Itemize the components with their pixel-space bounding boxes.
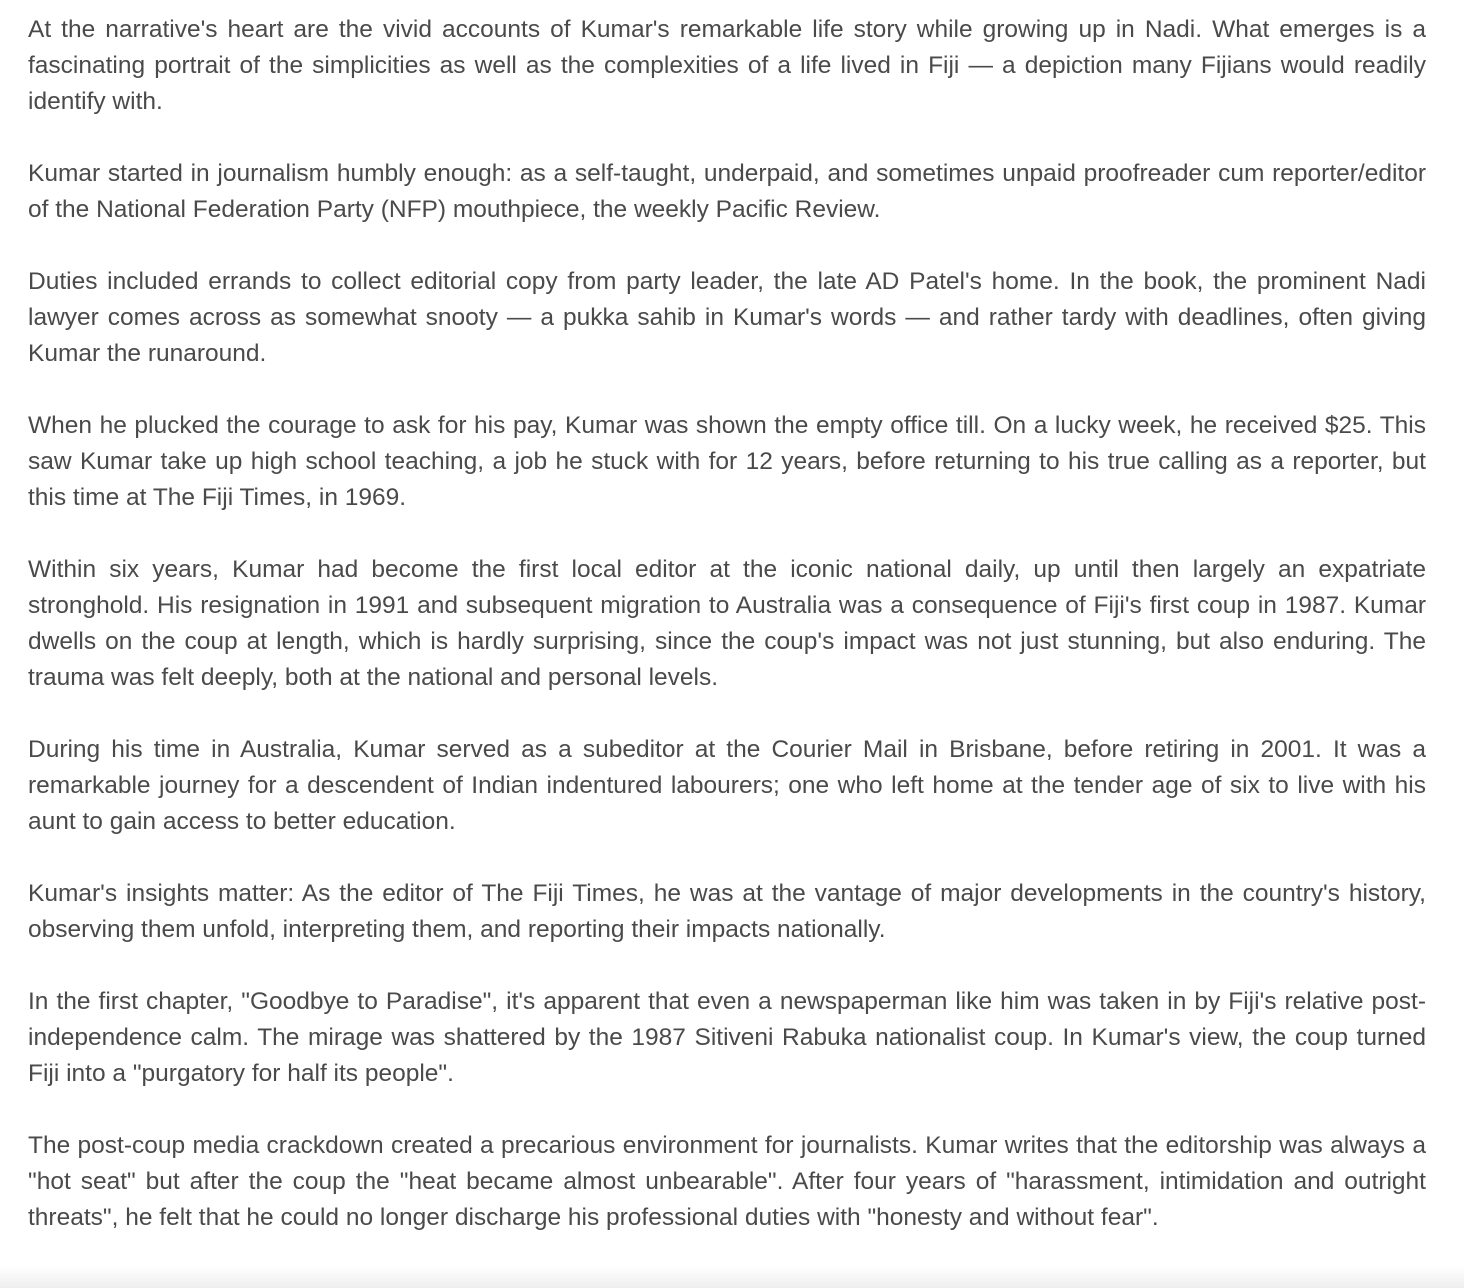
article-paragraph: When he plucked the courage to ask for his pay, Kumar was shown the empty office till. On a lucky week, he received $25. This saw Kumar take up high school teaching, a job he stuck with for 12 years, before returning to his true calling as a reporter, but this time at The Fiji Times, in 1969. [28, 412, 1426, 511]
article-paragraph: At the narrative's heart are the vivid accounts of Kumar's remarkable life story while growing up in Nadi. What emerges is a fascinating portrait of the simplicities as well as the complexities of a life lived in Fiji — a depiction many Fijians would readily identify with. [28, 16, 1426, 115]
article-paragraph: The post-coup media crackdown created a precarious environment for journalists. Kumar writes that the editorship was always a "hot seat" but after the coup the "heat became almost unbearable". After four years of "harassment, intimidation and outright threats", he felt that he could no longer discharge his professional duties with "honesty and without fear". [28, 1132, 1426, 1231]
article-paragraph: Kumar's insights matter: As the editor of The Fiji Times, he was at the vantage of major developments in the country's history, observing them unfold, interpreting them, and reporting their impacts nationally. [28, 880, 1426, 943]
article-paragraph: Kumar started in journalism humbly enough: as a self-taught, underpaid, and sometimes unpaid proofreader cum reporter/editor of the National Federation Party (NFP) mouthpiece, the weekly Pacific Review. [28, 160, 1426, 223]
bottom-fade [0, 1266, 1464, 1288]
article-body [28, 12, 1426, 1236]
article-paragraph: Duties included errands to collect editorial copy from party leader, the late AD Patel's home. In the book, the prominent Nadi lawyer comes across as somewhat snooty — a pukka sahib in Kumar's words — and rather tardy with deadlines, often giving Kumar the runaround. [28, 268, 1426, 367]
article-paragraph: In the first chapter, "Goodbye to Paradise", it's apparent that even a newspaperman like him was taken in by Fiji's relative post-independence calm. The mirage was shattered by the 1987 Sitiveni Rabuka nationalist coup. In Kumar's view, the coup turned Fiji into a "purgatory for half its people". [28, 988, 1426, 1087]
article-paragraph: During his time in Australia, Kumar served as a subeditor at the Courier Mail in Brisbane, before retiring in 2001. It was a remarkable journey for a descendent of Indian indentured labourers; one who left home at the tender age of six to live with his aunt to gain access to better education. [28, 736, 1426, 835]
article-paragraph: Within six years, Kumar had become the first local editor at the iconic national daily, up until then largely an expatriate stronghold. His resignation in 1991 and subsequent migration to Australia was a consequence of Fiji's first coup in 1987. Kumar dwells on the coup at length, which is hardly surprising, since the coup's impact was not just stunning, but also enduring. The trauma was felt deeply, both at the national and personal levels. [28, 556, 1426, 691]
